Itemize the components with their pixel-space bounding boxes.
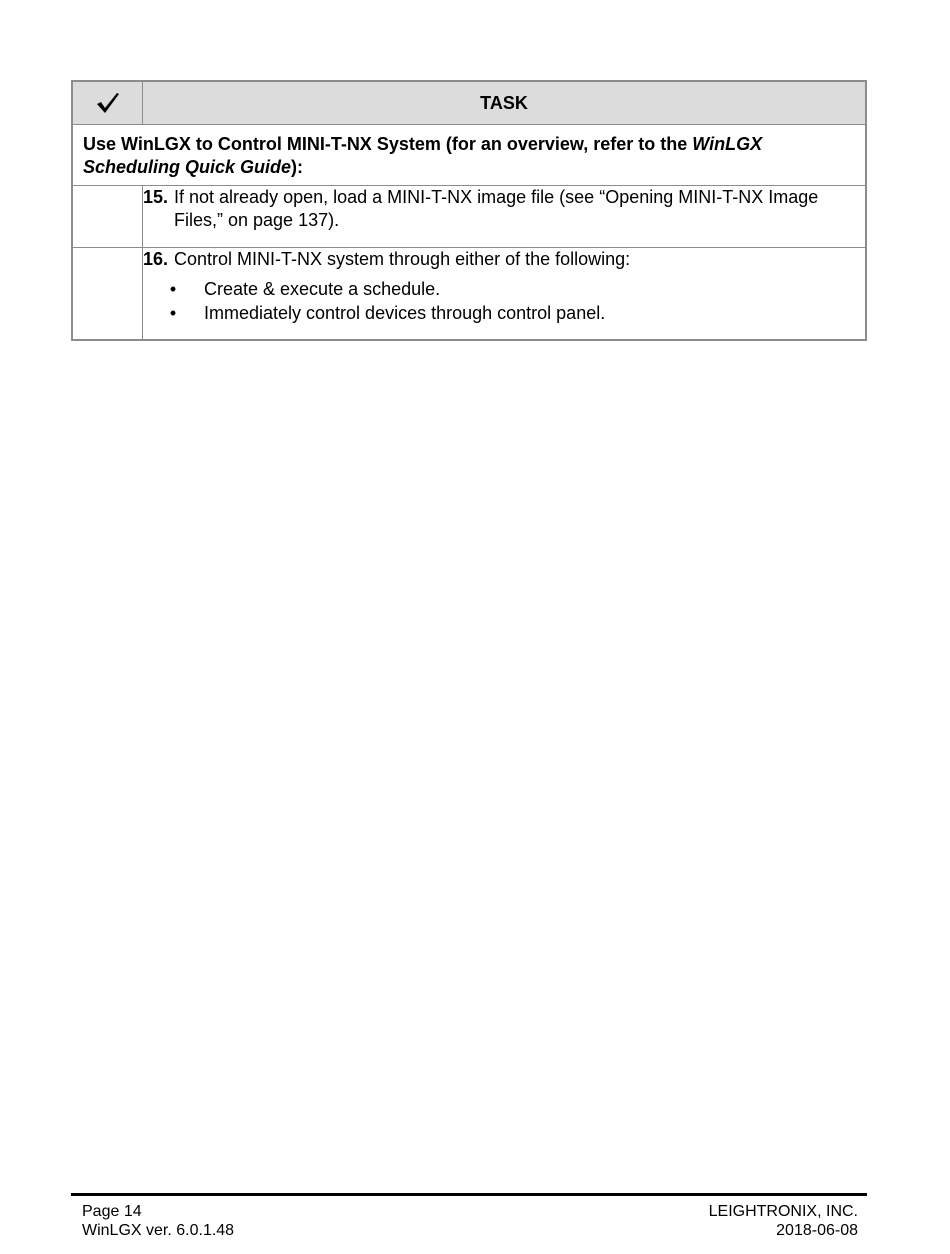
bullet-icon: •: [169, 303, 177, 323]
check-cell: [72, 186, 143, 248]
list-item: [143, 301, 865, 325]
task-column-header: TASK: [143, 81, 867, 125]
section-header-row: [72, 125, 866, 186]
footer-left: [82, 1202, 234, 1240]
step-cell: [143, 186, 867, 248]
checkmark-icon: [95, 91, 121, 115]
step-item: [143, 186, 865, 232]
table-row: [72, 186, 866, 248]
list-item: [143, 277, 865, 301]
bullet-icon: •: [169, 279, 177, 299]
section-title-prefix: Use WinLGX to Control MINI-T-NX System (for an overview, refer to the: [83, 134, 693, 154]
table-header-row: [72, 81, 866, 125]
step-text: Control MINI-T-NX system through either of the following:: [174, 249, 631, 269]
section-title-guide: WinLGX Scheduling Quick Guide: [83, 134, 763, 177]
bullet-text: Immediately control devices through control panel.: [204, 303, 606, 323]
document-date: 2018-06-08: [776, 1222, 858, 1239]
step-cell: [143, 248, 867, 340]
bullet-text: Create & execute a schedule.: [204, 279, 441, 299]
check-column-header: [72, 81, 143, 125]
footer-right: [709, 1202, 858, 1240]
footer-divider: [71, 1193, 867, 1196]
bullet-list: [143, 277, 865, 325]
table-row: [72, 248, 866, 340]
section-title-suffix: ):: [291, 157, 304, 177]
section-title: [72, 125, 866, 186]
check-cell: [72, 248, 143, 340]
step-text: If not already open, load a MINI-T-NX image file (see “Opening MINI-T-NX Image Files,” on page 137).: [174, 187, 819, 230]
step-number: 16.: [143, 249, 169, 269]
step-item: [143, 248, 865, 271]
software-version: WinLGX ver. 6.0.1.48: [82, 1222, 235, 1239]
company-name: LEIGHTRONIX, INC.: [708, 1203, 858, 1220]
page-number: Page 14: [82, 1203, 142, 1220]
step-number: 15.: [143, 187, 169, 207]
task-table: [71, 80, 867, 341]
